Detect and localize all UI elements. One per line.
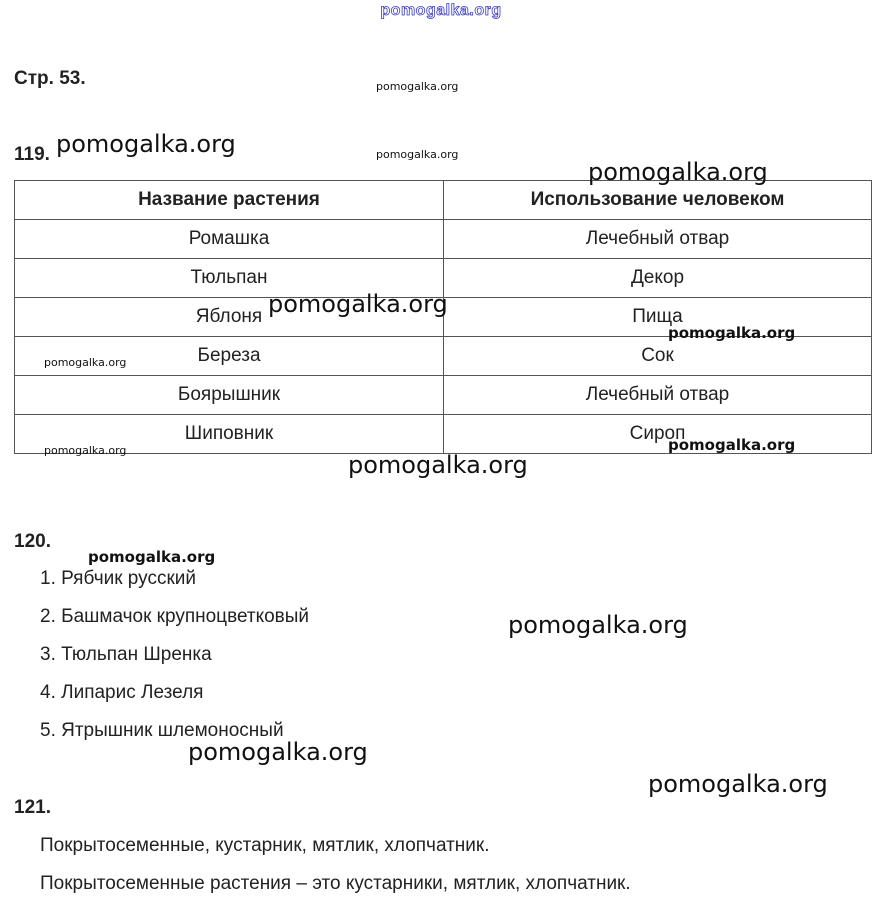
task-119-number: 119. — [14, 144, 50, 165]
list-item: 2. Башмачок крупноцветковый — [40, 606, 310, 627]
plant-name-cell: Тюльпан — [15, 259, 444, 298]
header-plant-name: Название растения — [15, 181, 444, 220]
table-row — [15, 220, 872, 259]
plant-use-cell: Лечебный отвар — [444, 376, 872, 415]
plant-use-cell: Сироп — [444, 415, 872, 454]
watermark: pomogalka.org — [268, 290, 448, 318]
watermark: pomogalka.org — [376, 80, 459, 93]
watermark: pomogalka.org — [88, 548, 216, 566]
list-item: 4. Липарис Лезеля — [40, 682, 204, 703]
task-121-number: 121. — [14, 797, 51, 818]
watermark: pomogalka.org — [648, 770, 828, 798]
plant-use-cell: Пища — [444, 298, 872, 337]
header-human-use: Использование человеком — [444, 181, 872, 220]
plant-name-cell: Береза — [15, 337, 444, 376]
list-item: 3. Тюльпан Шренка — [40, 644, 212, 665]
plant-name-cell: Шиповник — [15, 415, 444, 454]
watermark: pomogalka.org — [588, 158, 768, 186]
page-heading: Стр. 53. — [14, 68, 86, 89]
watermark: pomogalka.org — [508, 611, 688, 639]
list-item: 1. Рябчик русский — [40, 568, 196, 589]
table-row — [15, 337, 872, 376]
watermark: pomogalka.org — [348, 451, 528, 479]
plant-name-cell: Ромашка — [15, 220, 444, 259]
watermark: pomogalka.org — [44, 356, 127, 369]
list-item: 5. Ятрышник шлемоносный — [40, 720, 284, 741]
table-row — [15, 376, 872, 415]
answer-line-2: Покрытосеменные растения – это кустарники, мятлик, хлопчатник. — [40, 873, 631, 894]
plant-name-cell: Яблоня — [15, 298, 444, 337]
plant-use-cell: Сок — [444, 337, 872, 376]
watermark: pomogalka.org — [56, 130, 236, 158]
watermark: pomogalka.org — [668, 436, 796, 454]
answer-line-1: Покрытосеменные, кустарник, мятлик, хлопчатник. — [40, 835, 490, 856]
plant-use-cell: Декор — [444, 259, 872, 298]
watermark: pomogalka.org — [376, 148, 459, 161]
watermark-top: pomogalka.org — [380, 2, 502, 19]
watermark: pomogalka.org — [668, 324, 796, 342]
task-120-number: 120. — [14, 531, 51, 552]
plant-name-cell: Боярышник — [15, 376, 444, 415]
plant-use-cell: Лечебный отвар — [444, 220, 872, 259]
watermark: pomogalka.org — [188, 738, 368, 766]
watermark: pomogalka.org — [44, 444, 127, 457]
table-header-row — [15, 181, 872, 220]
